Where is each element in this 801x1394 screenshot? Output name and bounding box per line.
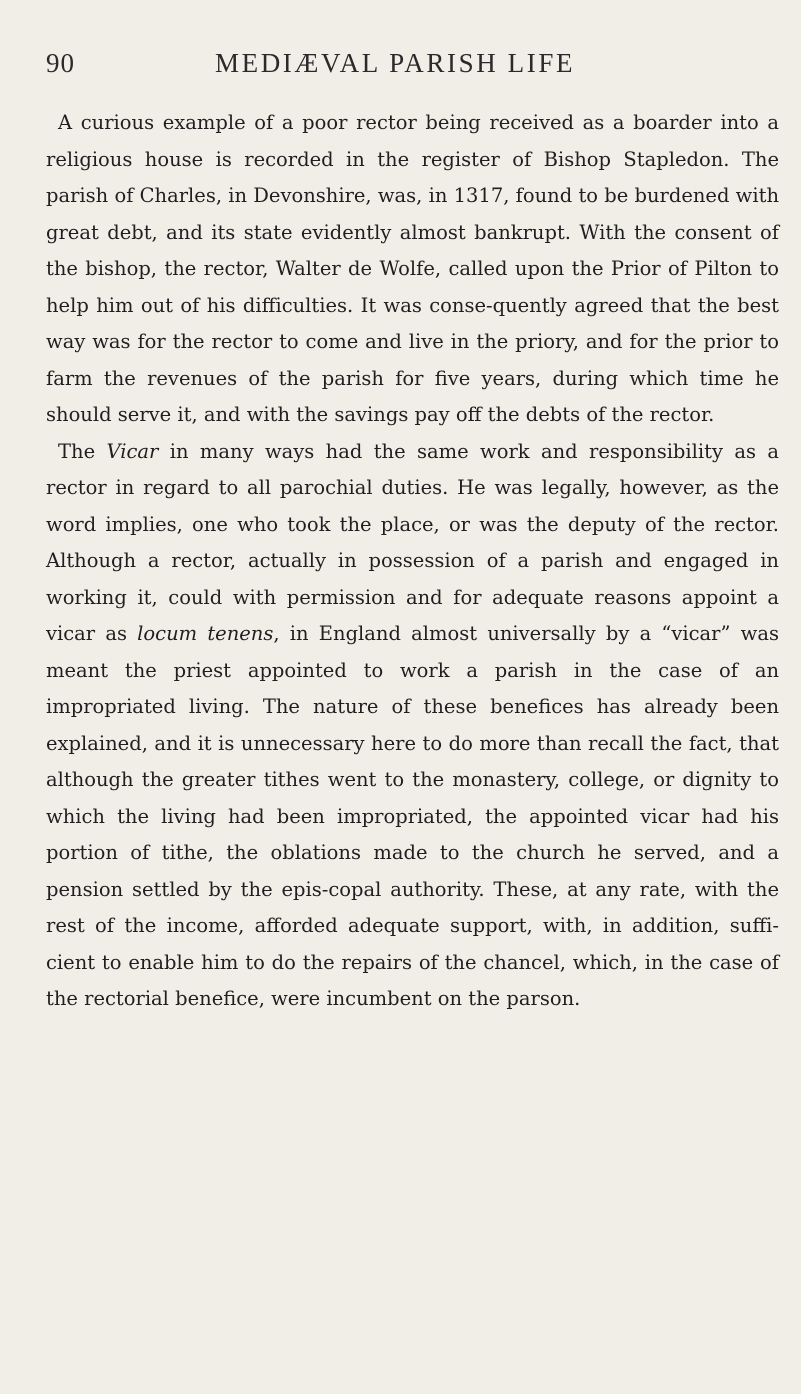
page-number: 90 <box>46 48 75 78</box>
running-head: MEDIÆVAL PARISH LIFE <box>215 48 576 78</box>
body-text <box>46 105 779 1018</box>
paragraph-text: The <box>58 439 107 463</box>
paragraph-rector-boarder: A curious example of a poor rector being received as a boarder into a religious house is recorded in the register of Bishop Stapledon. The parish of Charles, in Devonshire, was, in 1317, found to be burdened with great debt, and its state evidently almost bankrupt. With the consent of the bishop, the rector, Walter de Wolfe, called upon the Prior of Pilton to help him out of his difficulties. It was conse-quently agreed that the best way was for the rector to come and live in the priory, and for the prior to farm the revenues of the parish for five years, during which time he should serve it, and with the savings pay off the debts of the rector. <box>46 111 779 426</box>
paragraph-text: in many ways had the same work and responsibility as a rector in regard to all parochial duties. He was legally, however, as the word implies, one who took the place, or was the deputy of the rector. Although a rector, actually in possession of a parish and engaged in working it, could with permission and for adequate reasons appoint a vicar as <box>46 439 779 645</box>
paragraph-vicar <box>46 434 779 1018</box>
italic-term-locum-tenens: locum tenens <box>137 622 274 645</box>
paragraph-text: , in England almost universally by a “vicar” was meant the priest appointed to work a parish in the case of an impropriated living. The nature of these benefices has already been explained, and it is unnecessary here to do more than recall the fact, that although the greater tithes went to the monastery, college, or dignity to which the living had been impropriated, the appointed vicar had his portion of tithe, the oblations made to the church he served, and a pension settled by the epis-copal authority. These, at any rate, with the rest of the income, afforded adequate support, with, in addition, suffi-cient to enable him to do the repairs of the chancel, which, in the case of the rectorial benefice, were incumbent on the parson. <box>46 622 780 1010</box>
page-header <box>40 48 780 88</box>
italic-term-vicar: Vicar <box>106 439 159 463</box>
